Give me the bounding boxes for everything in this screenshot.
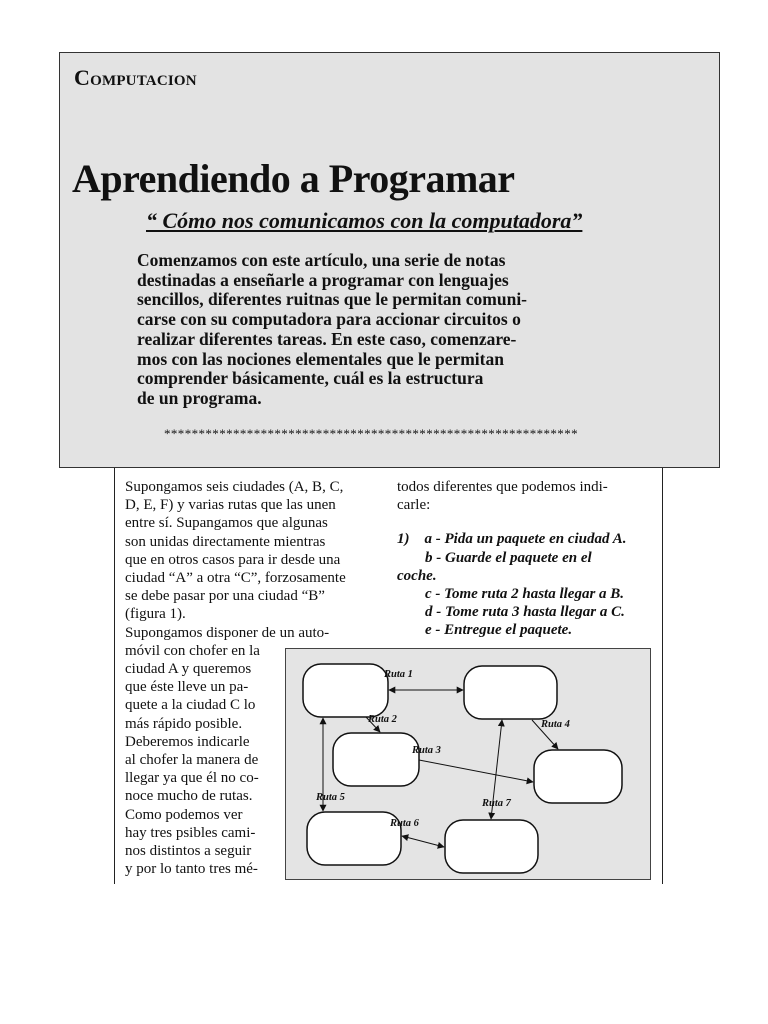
header-box (59, 52, 720, 468)
text-line: Supongamos disponer de un auto- (125, 624, 330, 641)
step-line: e - Entregue el paquete. (425, 622, 573, 639)
route-label: Ruta 6 (390, 818, 419, 829)
text-line: carle: (397, 497, 431, 514)
step-line: 1) a - Pida un paquete en ciudad A. (397, 531, 627, 548)
intro-line: comprender básicamente, cuál es la estructura (137, 368, 484, 389)
text-line: ciudad “A” a otra “C”, forzosamente (125, 570, 346, 587)
intro-line: carse con su computadora para accionar circuitos o (137, 309, 521, 330)
text-line: Supongamos seis ciudades (A, B, C, (125, 479, 344, 495)
text-line: (figura 1). (125, 606, 186, 623)
route-label: Ruta 7 (482, 798, 511, 809)
text-line: Como podemos ver (125, 806, 243, 823)
text-line: llegar ya que él no co- (125, 770, 259, 787)
intro-line: de un programa. (137, 387, 262, 408)
intro-line: Comenzamos con este artículo, una serie de notas (137, 250, 506, 270)
text-line: Deberemos indicarle (125, 733, 250, 750)
text-line: móvil con chofer en la (125, 642, 260, 659)
route-diagram (285, 648, 651, 880)
route-label: Ruta 4 (541, 719, 570, 730)
city-box (307, 812, 401, 865)
route-label: Ruta 1 (384, 669, 413, 680)
column-rule-right (662, 468, 663, 884)
star-separator: ************************************************************ (164, 426, 578, 441)
city-box (464, 666, 557, 719)
route-diagram-svg (286, 649, 652, 881)
route-label: Ruta 5 (316, 792, 345, 803)
text-line: que éste lleve un pa- (125, 679, 249, 696)
text-line: se debe pasar por una ciudad “B” (125, 588, 325, 605)
text-line: y por lo tanto tres mé- (125, 861, 258, 878)
section-label: Computacion (74, 65, 197, 90)
text-line: al chofer la manera de (125, 752, 259, 769)
intro-line: destinadas a enseñarle a programar con lenguajes (137, 269, 509, 290)
paragraph (397, 478, 652, 514)
text-line: noce mucho de rutas. (125, 788, 253, 805)
city-box (445, 820, 538, 873)
text-line: entre sí. Supangamos que algunas (125, 515, 328, 532)
step-line: c - Tome ruta 2 hasta llegar a B. (425, 586, 625, 603)
text-line: que en otros casos para ir desde una (125, 551, 341, 568)
text-line: hay tres psibles cami- (125, 824, 256, 841)
intro-line: mos con las nociones elementales que le permitan (137, 348, 504, 369)
step-line: b - Guarde el paquete en el (425, 549, 592, 566)
route-line (402, 836, 444, 847)
page-title: Aprendiendo a Programar (72, 156, 515, 201)
steps-list (397, 530, 652, 639)
text-line: más rápido posible. (125, 715, 243, 732)
article-column-2 (397, 478, 652, 640)
text-line: todos diferentes que podemos indi- (397, 479, 608, 495)
route-line (419, 760, 533, 782)
intro-paragraph (137, 251, 647, 409)
step-line: d - Tome ruta 3 hasta llegar a C. (425, 604, 625, 621)
column-rule-left (114, 468, 115, 884)
city-box (534, 750, 622, 803)
text-line: nos distintos a seguir (125, 843, 252, 860)
subtitle: “ Cómo nos comunicamos con la computadora” (146, 208, 583, 233)
text-line: quete a la ciudad C lo (125, 697, 256, 714)
text-line: son unidas directamente mientras (125, 533, 326, 550)
text-line: ciudad A y queremos (125, 661, 252, 678)
intro-line: realizar diferentes tareas. En este caso, comenzare- (137, 328, 517, 349)
route-label: Ruta 3 (412, 745, 441, 756)
intro-line: sencillos, diferentes ruitnas que le permitan comuni- (137, 289, 528, 310)
city-box (333, 733, 419, 786)
text-line: D, E, F) y varias rutas que las unen (125, 497, 336, 514)
paragraph (125, 478, 385, 624)
step-line: coche. (397, 567, 437, 584)
city-box (303, 664, 388, 717)
route-label: Ruta 2 (368, 714, 397, 725)
